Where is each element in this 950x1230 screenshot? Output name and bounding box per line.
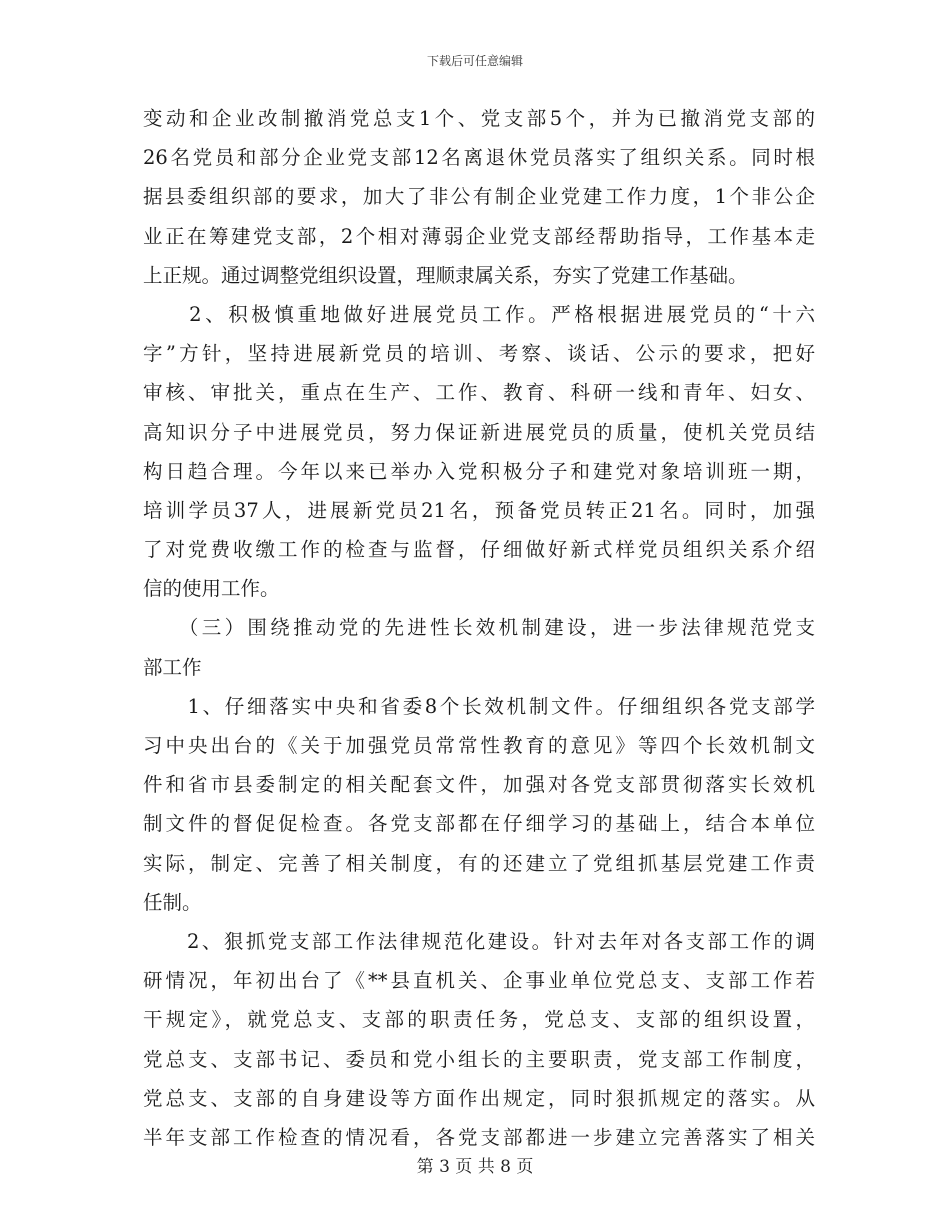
body-line: 高知识分子中进展党员，努力保证新进展党员的质量，使机关党员结 bbox=[143, 420, 815, 444]
body-line: 件和省市县委制定的相关配套文件，加强对各党支部贯彻落实长效机 bbox=[143, 773, 815, 797]
body-line: 据县委组织部的要求，加大了非公有制企业党建工作力度，1个非公企 bbox=[143, 185, 815, 209]
body-line: 习中央出台的《关于加强党员常常性教育的意见》等四个长效机制文 bbox=[143, 734, 815, 757]
body-line: 实际，制定、完善了相关制度，有的还建立了党组抓基层党建工作责 bbox=[143, 851, 815, 875]
document-body bbox=[143, 99, 815, 1157]
body-line: 研情况，年初出台了《**县直机关、企事业单位党总支、支部工作若 bbox=[143, 969, 815, 993]
body-line: 审核、审批关，重点在生产、工作、教育、科研一线和青年、妇女、 bbox=[143, 381, 815, 405]
page-footer: 第 3 页 共 8 页 bbox=[416, 1157, 534, 1177]
body-line: 1、仔细落实中央和省委8个长效机制文件。仔细组织各党支部学 bbox=[143, 694, 815, 718]
body-line: 制文件的督促促检查。各党支部都在仔细学习的基础上，结合本单位 bbox=[143, 812, 815, 836]
body-line: 构日趋合理。今年以来已举办入党积极分子和建党对象培训班一期， bbox=[143, 459, 815, 483]
page-header: 下载后可任意编辑 bbox=[426, 54, 523, 68]
body-line: 部工作 bbox=[143, 655, 202, 679]
body-line: 培训学员37人，进展新党员21名，预备党员转正21名。同时，加强 bbox=[143, 498, 815, 522]
body-line: 变动和企业改制撤消党总支1个、党支部5个，并为已撤消党支部的 bbox=[143, 107, 815, 130]
body-line: 信的使用工作。 bbox=[143, 577, 280, 601]
body-line: 26名党员和部分企业党支部12名离退休党员落实了组织关系。同时根 bbox=[143, 146, 815, 170]
body-line: 2、狠抓党支部工作法律规范化建设。针对去年对各支部工作的调 bbox=[143, 929, 815, 953]
body-line: 半年支部工作检查的情况看，各党支部都进一步建立完善落实了相关 bbox=[143, 1125, 815, 1149]
body-line: 上正规。通过调整党组织设置，理顺隶属关系，夯实了党建工作基础。 bbox=[143, 263, 748, 287]
body-line: 了对党费收缴工作的检查与监督，仔细做好新式样党员组织关系介绍 bbox=[143, 538, 815, 562]
body-line: 党总支、支部书记、委员和党小组长的主要职责，党支部工作制度， bbox=[143, 1047, 815, 1071]
body-line: 干规定》，就党总支、支部的职责任务，党总支、支部的组织设置， bbox=[143, 1008, 815, 1032]
body-line: 2、积极慎重地做好进展党员工作。严格根据进展党员的“十六 bbox=[143, 302, 815, 326]
body-line: （三）围绕推动党的先进性长效机制建设，进一步法律规范党支 bbox=[143, 616, 815, 640]
body-line: 业正在筹建党支部，2个相对薄弱企业党支部经帮助指导，工作基本走 bbox=[143, 224, 815, 248]
body-line: 字”方针，坚持进展新党员的培训、考察、谈话、公示的要求，把好 bbox=[143, 342, 815, 366]
body-line: 党总支、支部的自身建设等方面作出规定，同时狠抓规定的落实。从 bbox=[143, 1086, 815, 1110]
body-line: 任制。 bbox=[143, 890, 202, 914]
